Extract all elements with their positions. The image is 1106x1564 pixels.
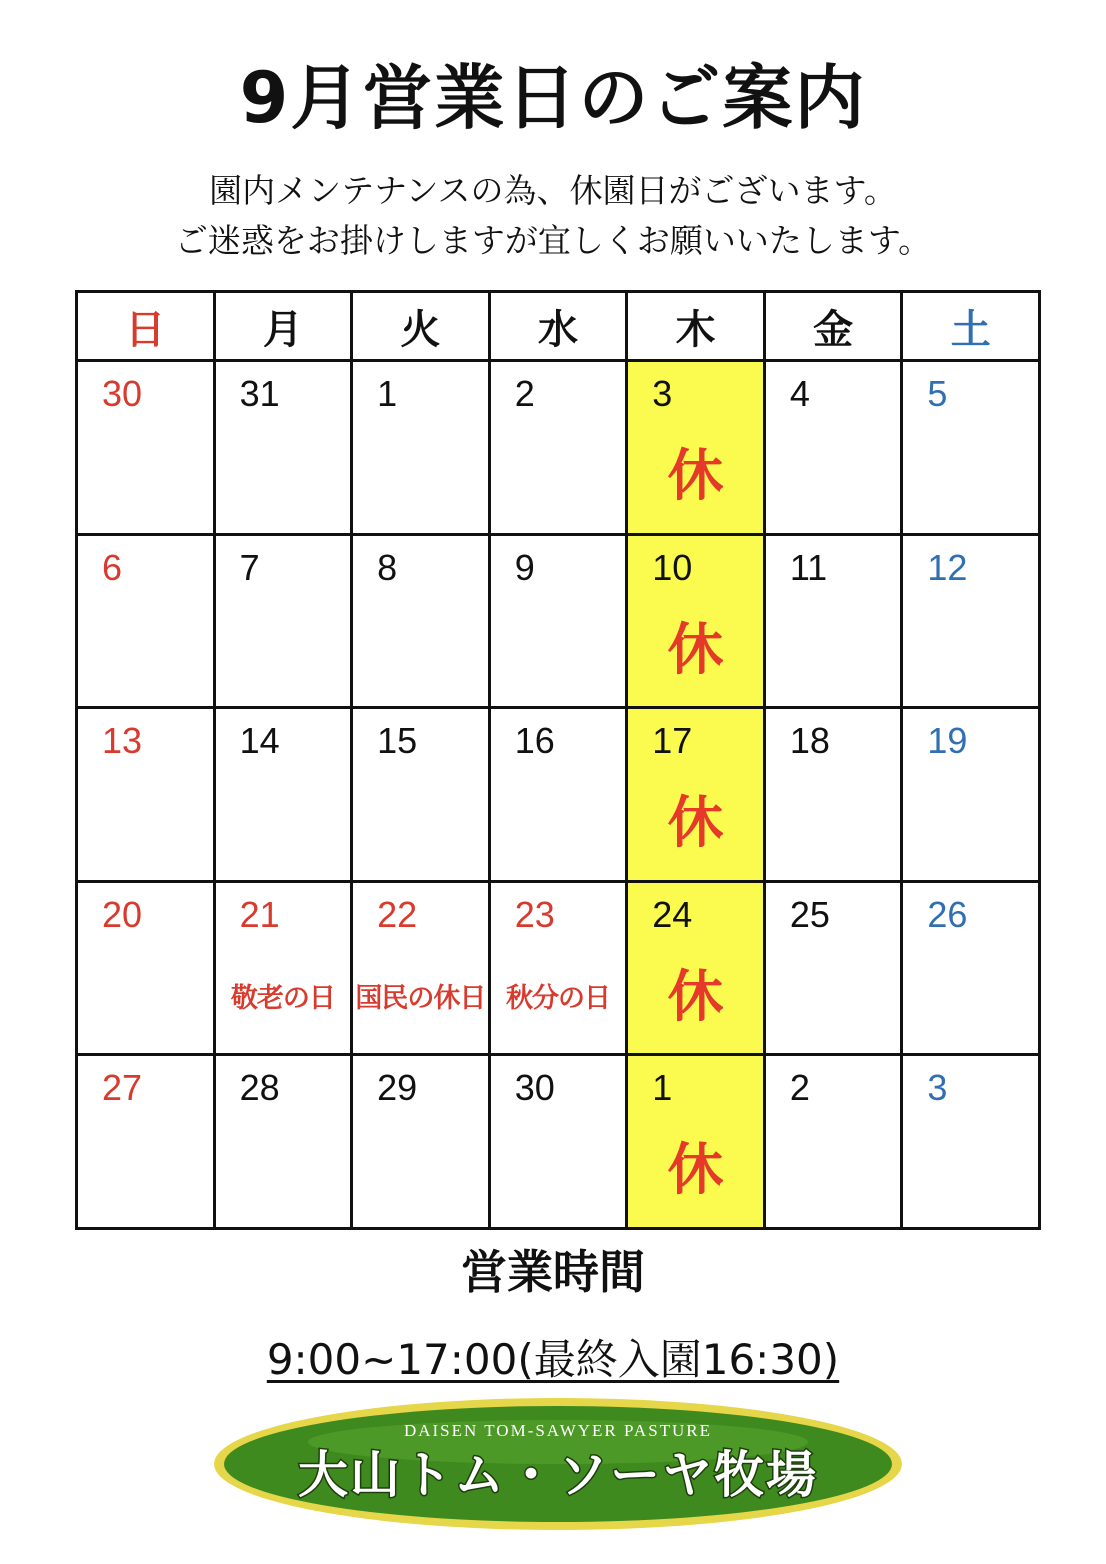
day-number: 19 (927, 720, 968, 762)
pasture-logo (210, 1394, 906, 1534)
calendar-day (214, 1055, 352, 1229)
day-number: 23 (514, 893, 555, 935)
day-number: 26 (927, 893, 968, 935)
day-number: 18 (789, 720, 830, 762)
holiday-label: 国民の休日 (355, 982, 486, 1014)
closed-mark: 休 (667, 444, 724, 509)
calendar-body (77, 361, 1040, 1229)
calendar-week (77, 534, 1040, 708)
day-number: 27 (102, 1067, 143, 1109)
calendar-day (77, 1055, 215, 1229)
business-hours (0, 1330, 1106, 1390)
day-number: 2 (514, 373, 535, 414)
day-number: 16 (514, 720, 555, 762)
calendar-day (902, 708, 1040, 882)
weekday-header-row (77, 292, 1040, 361)
weekday-header: 日 (77, 292, 215, 361)
day-number: 30 (514, 1067, 555, 1109)
page-title: 9月営業日のご案内 (239, 57, 867, 139)
day-number: 7 (239, 546, 260, 588)
day-number: 28 (239, 1067, 280, 1109)
day-number: 31 (239, 373, 280, 414)
calendar-day (489, 708, 627, 882)
day-number: 24 (652, 893, 693, 935)
day-number: 12 (927, 546, 968, 588)
day-number: 4 (789, 373, 810, 414)
calendar-day (489, 361, 627, 535)
calendar-day (764, 881, 902, 1055)
closed-mark: 休 (667, 617, 724, 683)
calendar-day (764, 1055, 902, 1229)
day-number: 2 (789, 1067, 810, 1109)
closed-mark: 休 (667, 964, 724, 1030)
day-number: 15 (377, 720, 418, 762)
day-number: 20 (102, 893, 143, 935)
notice-line-2: ご迷惑をお掛けしますが宜しくお願いいたします。 (174, 221, 932, 260)
day-number: 10 (652, 546, 693, 588)
business-hours-value: 9:00~17:00(最終入園16:30) (266, 1335, 840, 1384)
calendar-day-closed (627, 881, 765, 1055)
day-number: 14 (239, 720, 280, 762)
calendar-day (214, 708, 352, 882)
weekday-header: 月 (214, 292, 352, 361)
logo-name: 大山トム・ソーヤ牧場 (298, 1446, 818, 1504)
calendar-week (77, 1055, 1040, 1229)
closed-mark: 休 (667, 791, 724, 857)
calendar-day (902, 881, 1040, 1055)
calendar-day (77, 534, 215, 708)
calendar-week (77, 361, 1040, 535)
calendar-day (902, 534, 1040, 708)
calendar-week (77, 708, 1040, 882)
calendar-day (352, 534, 490, 708)
calendar (75, 290, 1041, 1230)
day-number: 3 (652, 373, 673, 414)
calendar-day (77, 708, 215, 882)
weekday-header: 木 (627, 292, 765, 361)
weekday-header: 水 (489, 292, 627, 361)
calendar-day (77, 361, 215, 535)
day-number: 17 (652, 720, 693, 762)
holiday-label: 秋分の日 (505, 982, 610, 1014)
business-hours-title: 営業時間 (461, 1245, 645, 1299)
calendar-day (352, 1055, 490, 1229)
day-number: 29 (377, 1067, 418, 1109)
day-number: 21 (239, 893, 280, 935)
day-number: 11 (789, 546, 828, 588)
calendar-day (489, 534, 627, 708)
calendar-day-closed (627, 708, 765, 882)
day-number: 3 (927, 1067, 948, 1109)
calendar-day (902, 1055, 1040, 1229)
holiday-label: 敬老の日 (230, 982, 335, 1014)
weekday-header: 土 (902, 292, 1040, 361)
closed-mark: 休 (667, 1138, 724, 1204)
maintenance-notice (0, 166, 1106, 266)
calendar-day-closed (627, 1055, 765, 1229)
day-number: 6 (102, 546, 123, 588)
calendar-day (352, 708, 490, 882)
logo-subtitle: DAISEN TOM-SAWYER PASTURE (403, 1421, 713, 1440)
calendar-day (77, 881, 215, 1055)
day-number: 1 (652, 1067, 673, 1109)
calendar-day (764, 361, 902, 535)
day-number: 22 (377, 893, 418, 935)
calendar-day (764, 534, 902, 708)
day-number: 13 (102, 720, 143, 762)
calendar-week (77, 881, 1040, 1055)
day-number: 1 (377, 373, 398, 414)
calendar-day (352, 361, 490, 535)
calendar-day-closed (627, 534, 765, 708)
calendar-day (352, 881, 490, 1055)
day-number: 5 (927, 373, 948, 414)
notice-line-1: 園内メンテナンスの為、休園日がございます。 (209, 171, 897, 210)
day-number: 30 (102, 373, 143, 414)
day-number: 25 (789, 893, 830, 935)
calendar-day (489, 881, 627, 1055)
calendar-day (489, 1055, 627, 1229)
day-number: 8 (377, 546, 398, 588)
calendar-day (214, 534, 352, 708)
calendar-day (214, 881, 352, 1055)
calendar-day (764, 708, 902, 882)
weekday-header: 金 (764, 292, 902, 361)
weekday-header: 火 (352, 292, 490, 361)
day-number: 9 (514, 546, 535, 588)
calendar-day (902, 361, 1040, 535)
calendar-day-closed (627, 361, 765, 535)
calendar-day (214, 361, 352, 535)
